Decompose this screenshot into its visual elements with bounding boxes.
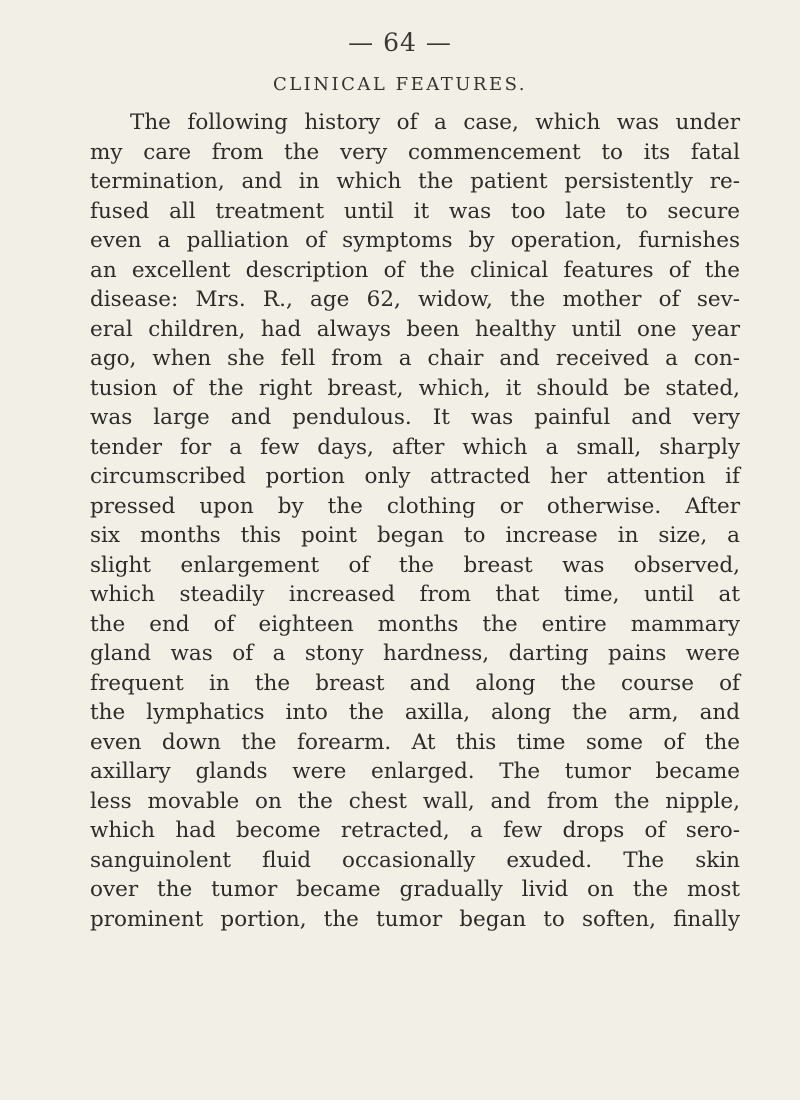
text-line: circumscribed portion only attracted her attention if (90, 464, 740, 489)
section-heading: CLINICAL FEATURES. (272, 74, 528, 95)
text-line: ago, when she fell from a chair and received a con- (90, 346, 740, 371)
text-line: the end of eighteen months the entire mammary (90, 611, 740, 637)
text-line: axillary glands were enlarged. The tumor became (90, 759, 740, 784)
page-number: — 64 — (348, 28, 452, 57)
text-line: which steadily increased from that time, until at (90, 582, 740, 607)
text-line: tusion of the right breast, which, it should be stated, (90, 375, 740, 401)
text-line: which had become retracted, a few drops of sero- (90, 818, 740, 843)
text-line: fused all treatment until it was too late to secure (90, 198, 740, 224)
text-line: prominent portion, the tumor began to soften, finally (90, 906, 740, 932)
text-line: eral children, had always been healthy until one year (90, 316, 740, 342)
text-line: sanguinolent fluid occasionally exuded. The skin (90, 847, 740, 873)
text-line: The following history of a case, which was under (130, 110, 740, 135)
text-line: frequent in the breast and along the course of (90, 670, 740, 696)
text-line: termination, and in which the patient persistently re- (90, 169, 740, 194)
text-line: pressed upon by the clothing or otherwise. After (90, 493, 740, 519)
text-line: disease: Mrs. R., age 62, widow, the mother of sev- (90, 287, 740, 312)
text-line: the lymphatics into the axilla, along the arm, and (90, 700, 740, 725)
text-line: even a palliation of symptoms by operation, furnishes (90, 228, 740, 253)
text-line: over the tumor became gradually livid on the most (90, 877, 740, 902)
text-line: slight enlargement of the breast was observed, (90, 552, 740, 578)
text-line: even down the forearm. At this time some of the (90, 729, 740, 755)
text-line: gland was of a stony hardness, darting pains were (90, 641, 740, 666)
text-line: an excellent description of the clinical features of the (90, 257, 740, 283)
text-line: less movable on the chest wall, and from the nipple, (90, 788, 740, 814)
text-line: tender for a few days, after which a small, sharply (90, 434, 740, 460)
body-paragraph (90, 108, 740, 934)
text-line: was large and pendulous. It was painful and very (90, 405, 740, 430)
text-line: six months this point began to increase in size, a (90, 523, 740, 548)
text-line: my care from the very commencement to its fatal (90, 139, 740, 165)
